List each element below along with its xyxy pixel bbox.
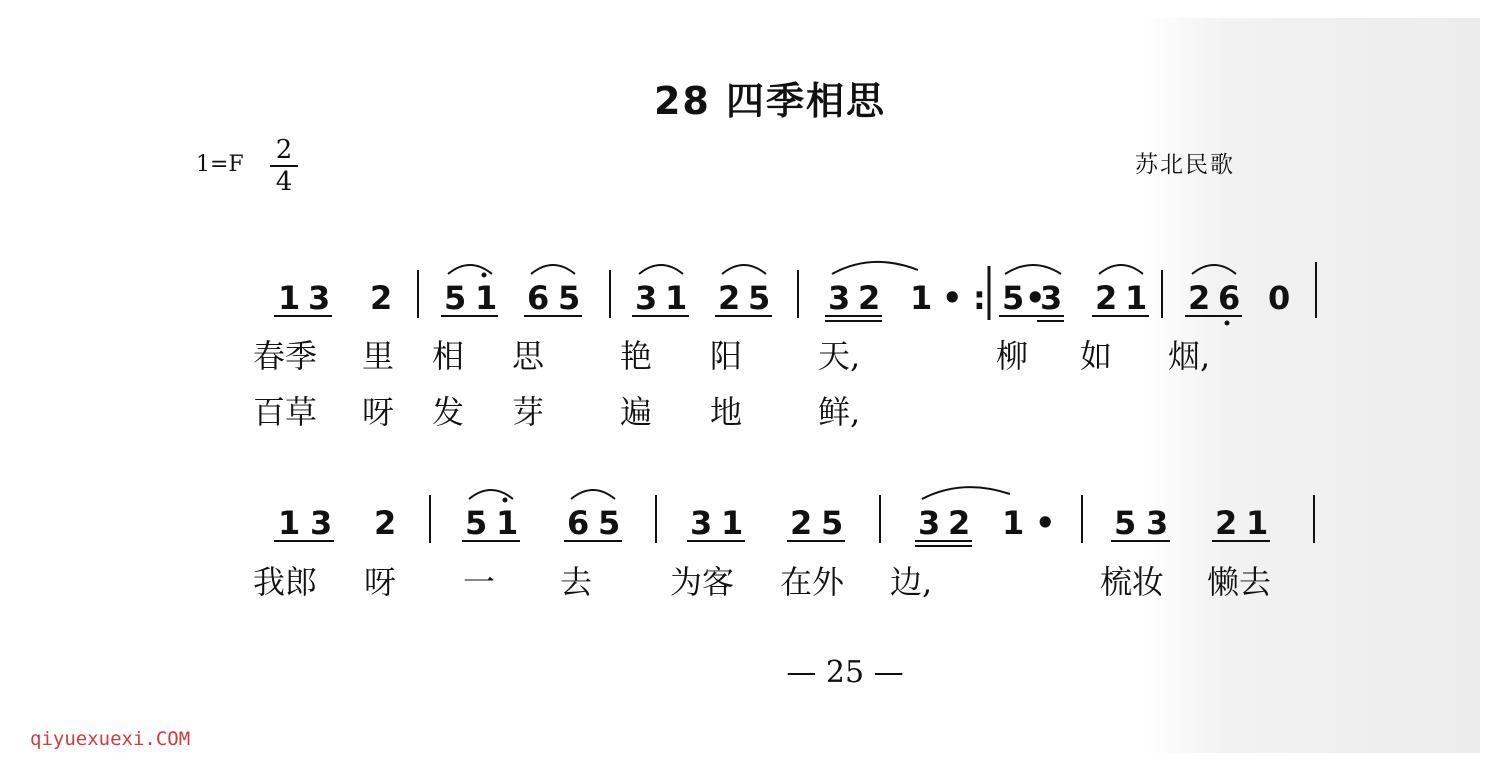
lyric: 地: [710, 393, 743, 431]
note: 1: [721, 504, 744, 542]
note: 3: [308, 279, 331, 317]
lyric: 梳妆: [1100, 563, 1165, 601]
song-title: 28 四季相思: [653, 79, 887, 123]
lyric: 如: [1080, 337, 1113, 375]
note: 6: [1218, 279, 1241, 317]
lyric: 边,: [890, 563, 933, 601]
note: 3: [310, 504, 333, 542]
lyric: 思: [512, 337, 545, 375]
note: 6: [567, 504, 590, 542]
slur: [1099, 265, 1143, 274]
dot: •: [1035, 504, 1056, 542]
lyric: 艳: [620, 337, 653, 375]
note: 1: [665, 279, 688, 317]
note: 3: [690, 504, 713, 542]
lyric: 烟,: [1168, 337, 1211, 375]
note: 5: [465, 504, 488, 542]
note: 5: [598, 504, 621, 542]
slur: [469, 490, 513, 499]
note: 3: [1040, 279, 1063, 317]
key-signature: 1=F: [196, 152, 244, 177]
note: 1: [475, 279, 498, 317]
note: 3: [828, 279, 851, 317]
note: 0: [1268, 279, 1291, 317]
lyric: 呀: [364, 563, 397, 601]
dot: •: [942, 279, 963, 317]
slur: [832, 262, 918, 274]
slur: [1005, 265, 1061, 274]
slur: [639, 265, 683, 274]
note: 2: [948, 504, 971, 542]
note: 5: [558, 279, 581, 317]
lyric: 发: [432, 393, 465, 431]
repeat-sign: :: [973, 279, 986, 317]
time-signature-top: 2: [275, 135, 293, 165]
octave-dot-low: [1225, 321, 1230, 326]
lyric: 芽: [512, 393, 545, 431]
lyric: 相: [432, 337, 465, 375]
note: 5: [1002, 279, 1025, 317]
note: 2: [370, 279, 393, 317]
slur: [448, 265, 492, 274]
note: 3: [918, 504, 941, 542]
note: 5: [1114, 504, 1137, 542]
note: 2: [374, 504, 397, 542]
note: 3: [635, 279, 658, 317]
lyric: 春季: [253, 337, 318, 375]
lyric: 为客: [670, 563, 735, 601]
note: 1: [278, 279, 301, 317]
lyric: 我郎: [253, 563, 318, 601]
slur: [1192, 265, 1236, 274]
note: 2: [790, 504, 813, 542]
lyric: 鲜,: [818, 393, 861, 431]
site-watermark: qiyuexuexi.COM: [30, 728, 191, 750]
note: 1: [910, 279, 933, 317]
lyric: 呀: [362, 393, 395, 431]
note: 1: [496, 504, 519, 542]
note: 2: [1215, 504, 1238, 542]
lyric: 一: [463, 563, 496, 601]
note: 5: [444, 279, 467, 317]
lyric: 去: [560, 563, 593, 601]
note: 2: [718, 279, 741, 317]
lyric: 阳: [710, 337, 743, 375]
note: 2: [1095, 279, 1118, 317]
lyric: 里: [362, 337, 395, 375]
slur: [571, 490, 615, 499]
note: 2: [1188, 279, 1211, 317]
octave-dot-high: [482, 273, 487, 278]
note: 1: [1002, 504, 1025, 542]
lyric: 在外: [780, 563, 845, 601]
note: 1: [1246, 504, 1269, 542]
slur: [722, 265, 766, 274]
note: 1: [278, 504, 301, 542]
note: 2: [858, 279, 881, 317]
time-signature-bottom: 4: [275, 167, 293, 197]
page-number: — 25 —: [786, 655, 904, 690]
dot: •: [1025, 279, 1046, 317]
note: 1: [1125, 279, 1148, 317]
lyric: 懒去: [1207, 563, 1272, 601]
slur: [922, 487, 1010, 499]
lyric: 天,: [818, 337, 861, 375]
song-source: 苏北民歌: [1135, 152, 1235, 178]
note: 5: [821, 504, 844, 542]
note: 3: [1146, 504, 1169, 542]
note: 5: [748, 279, 771, 317]
slur: [531, 265, 575, 274]
octave-dot-high: [503, 498, 508, 503]
lyric: 遍: [620, 393, 653, 431]
note: 6: [527, 279, 550, 317]
lyric: 柳: [996, 337, 1029, 375]
lyric: 百草: [253, 393, 318, 431]
